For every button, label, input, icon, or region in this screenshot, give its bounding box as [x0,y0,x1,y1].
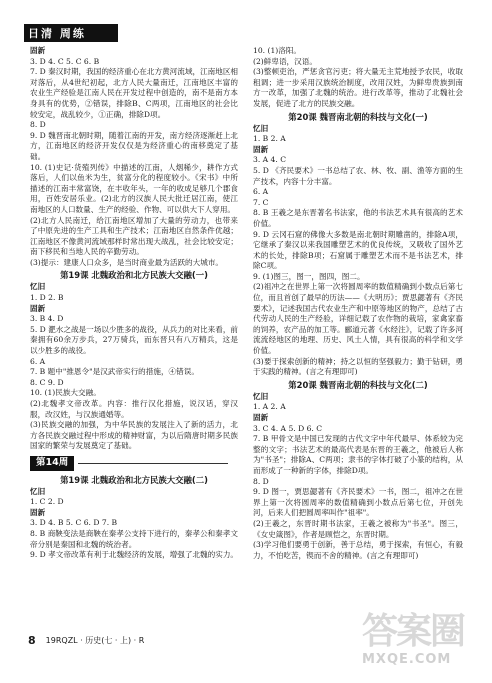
section-label: 固新 [30,507,46,517]
lesson-title: 第19课 北魏政治和北方民族大交融(一) [60,270,208,281]
section-label: 忆旧 [253,391,269,401]
answer-line: 8. D [253,476,269,486]
lesson-title: 第19课 北魏政治和北方民族大交融(二) [60,474,208,485]
watermark-text: 答案圈 [362,611,465,652]
answer-line: 10. (1)民族大交融。 [30,388,101,398]
answer-line: 8. B 王羲之是东晋著名书法家，他的书法艺术具有很高的艺术价值。 [253,208,463,228]
answer-line: 9. D 孝文帝改革有利于北魏经济的发展，增强了北魏的实力。 [30,550,239,560]
book-code: 19RQZL · 历史(七 · 上) · R [45,636,145,645]
answer-line: 9. D 魏晋南北朝时期，随着江南的开发，南方经济逐渐赶上北方，江南地区的经济开发仅仅是为经济重心的南移奠定了基础。 [30,130,239,161]
answer-line: (3)提示：建康人口众多，是当时商业最为活跃的大城市。 [30,257,224,267]
answer-line: 6. A [30,356,46,366]
answer-line: (3)学习他们要勇于创新，善于总结，勇于探索，有恒心，有毅力，不怕吃苦，锲而不舍的精神。(言之有理即可) [253,540,463,560]
lesson-title: 第20课 魏晋南北朝的科技与文化(一) [288,111,428,122]
section-label: 固新 [30,46,46,55]
page-footer [28,634,144,647]
section-label: 忆旧 [30,282,46,292]
answer-line: 8. C 9. D [30,377,64,387]
answer-line: 7. C [253,197,269,207]
answer-line: 9. D 图一，贾思勰著有《齐民要术》一书，图二，祖冲之在世界上第一次将圆周率的数值精确到小数点后第七位，开创先河，后来人们把圆周率叫作"祖率"。 [253,487,463,518]
section-label: 忆旧 [253,123,269,133]
answer-line: (3)要于探索创新的精神；持之以恒的坚强毅力；勤于钻研，勇于实践的精神。(言之有理即可) [253,356,463,377]
section-label: 固新 [30,303,46,313]
answer-line: (2)王羲之，东晋时期书法家，王羲之被称为"书圣"。图三，《女史箴图》，作者是顾恺之，东晋时期。 [253,518,463,539]
answer-line: 5. D 淝水之战是一场以少胜多的战役，从兵力的对比来看，前秦拥有60余万步兵，27万骑兵，而东晋只有八万精兵，这是以少胜多的战役。 [30,324,239,356]
page-number: 8 [28,634,36,647]
answer-line: (3)整顿吏治，严惩贪官污吏；将大量无主荒地授予农民，收取租调；进一步采用汉族统治制度，改用汉姓，为鲜卑贵族到南方一改革，加强了北魏的统治。进行改革等，推动了北魏社会发展，促进了北方的民族交融。 [253,67,463,108]
answer-line: 7. B 题中"推恩令"是汉武帝实行的措施，④错误。 [30,367,199,377]
answer-line: 1. C 2. D [30,497,64,507]
answer-line: 3. C 4. A 5. D 6. C [253,423,323,433]
answer-line: 3. B 4. D [30,314,64,324]
answer-line: 9. D 云冈石窟的佛像大多数是南北朝时期雕凿的，排除A项，它继承了秦汉以来我国雕塑艺术的优良传统，又吸收了国外艺术的长处，排除B项；石窟属于雕塑艺术而不是书法艺术，排除C项。 [253,229,463,271]
answer-line: (2)鲜卑语，汉语。 [253,56,317,66]
answer-line: 8. D [30,120,46,130]
answer-line: 3. D 4. C 5. C 6. B [30,56,100,66]
answer-line: (2)祖冲之在世界上第一次将圆周率的数值精确到小数点后第七位，而且首创了最早的历法——《大明历》；贾思勰著有《齐民要术》，记述我国古代农业生产和中原等地区的物产，总结了古代劳动人民的生产经验，详细记载了农作物的栽培，家禽家畜的饲养，农产品的加工等。郦道元著《水经注》，记载了许多河流流经地区的地理、历史、风土人情，具有很高的科学和文学价值。 [253,282,463,356]
right-column [253,46,463,561]
lesson-title: 第20课 魏晋南北朝的科技与文化(二) [288,379,428,390]
header-bar [24,24,118,42]
answer-line: 7. B 甲骨文是中国已发现的古代文字中年代最早、体系较为完整的文字；书法艺术的最高代表是东晋的王羲之，他被后人称为"书圣"；排除A、C两项；隶书的字体打破了小篆的结构，从而形成了一种新的字体，排除D项。 [253,434,463,475]
answer-line: 3. D 4. B 5. C 6. D 7. B [30,518,118,528]
answer-line: 5. D 《齐民要术》一书总结了农、林、牧、副、渔等方面的生产技术，内容十分丰富。 [253,165,463,186]
left-column [30,46,238,561]
answer-line: (2)北方人民南迁，给江南地区增加了大量的劳动力，也带来了中原先进的生产工具和生产技术；江南地区自然条件优越；江南地区不像黄河流域那样时常出现大战乱，社会比较安定；南下移民和当地人民的辛勤劳动。 [30,215,238,257]
week-badge [30,456,228,471]
answer-line: (3)民族交融的加强，为中华民族的发展注入了新的活力，北方各民族交融过程中形成的精神财富，为以后隋唐时期多民族国家的繁荣与发展奠定了基础。 [30,420,238,451]
answer-line: 1. D 2. B [30,293,64,303]
week-label: 第14周 [30,456,74,471]
watermark-logo [362,612,480,678]
answer-line: 10. (1)洛阳。 [253,46,302,55]
answer-line: 7. D 秦汉时期，我国的经济重心在北方黄河流域，江南地区相对落后，从4世纪初起，北方人民大量南迁，江南地区丰富的农业生产经验是江南人民在开发过程中创造的，南不是南方本身具有的优势，②错误，排除B、C两项，江南地区的社会比较安定，战乱较少，①正确，排除D项。 [30,67,239,119]
answer-line: 3. A 4. C [253,155,287,165]
week-rule [78,463,228,464]
section-label: 忆旧 [30,486,46,496]
answer-line: (2)北魏孝文帝改革。内容：推行汉化措施，说汉话，穿汉服，改汉姓，与汉族通婚等。 [30,399,238,419]
watermark-url: MXQE.COM [362,652,452,667]
answer-line: 10. (1)史记·货殖列传》中描述的江南，人烟稀少，耕作方式落后，人们以鱼米为生，贫富分化的程度较小。《宋书》中所描述的江南丰常富饶，在丰收年头，一年的收成足够几个郡食用，百姓安居乐业。(2)北方的汉族人民大批迁居江南，使江南地区的人口数量、生产的经验、作物、可以供大下人穿用。 [30,162,238,214]
answer-line: 1. A 2. A [253,402,286,412]
section-label: 固新 [253,413,269,422]
answer-line: 8. B 商鞅变法是商鞅在秦孝公支持下进行的，秦孝公和秦孝文帝分别是秦国和北魏的统治者。 [30,528,238,549]
answer-line: 9. (1)图三，图一，图四，图二。 [253,271,365,281]
answer-line: 1. B 2. A [253,134,286,144]
section-label: 固新 [253,144,269,154]
header-title: 日清 周练 [28,27,86,40]
answer-line: 6. A [253,187,269,197]
